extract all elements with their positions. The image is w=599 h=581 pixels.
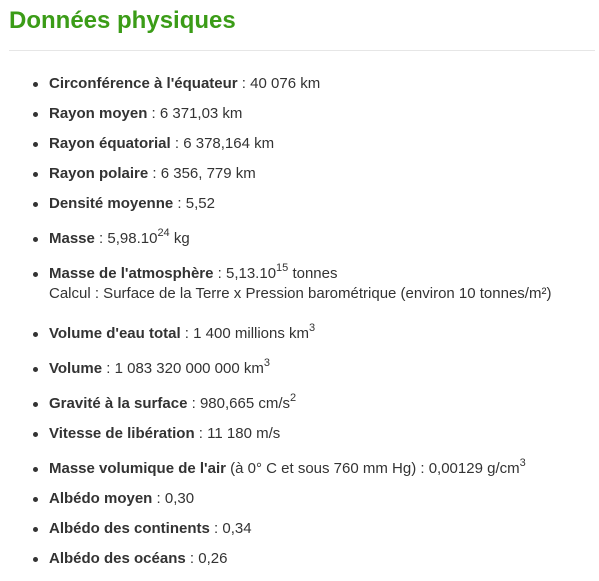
item-unit: kg — [169, 230, 190, 247]
item-value: 40 076 km — [250, 75, 321, 92]
bullet-icon — [33, 557, 38, 562]
item-value: 1 400 millions km — [193, 325, 310, 342]
item-note: Calcul : Surface de la Terre x Pression barométrique (environ 10 tonnes/m²) — [49, 285, 552, 302]
item-label: Circonférence à l'équateur — [49, 75, 238, 92]
item-label: Albédo des continents — [49, 520, 210, 537]
item-label: Gravité à la surface — [49, 395, 188, 412]
item-separator: : — [185, 550, 199, 567]
bullet-icon — [33, 82, 38, 87]
section-heading: Données physiques — [9, 7, 236, 34]
item-value: 0,30 — [164, 490, 195, 507]
item-label: Densité moyenne — [49, 195, 174, 212]
item-value: (à 0° C et sous 760 mm Hg) : 0,00129 g/cm — [230, 460, 520, 477]
bullet-icon — [33, 142, 38, 147]
item-label: Vitesse de libération — [49, 425, 195, 442]
item-separator: : — [102, 360, 115, 377]
item-value: 11 180 m/s — [207, 425, 281, 442]
bullet-icon — [33, 172, 38, 177]
item-value: 6 371,03 km — [159, 105, 243, 122]
bullet-icon — [33, 272, 38, 277]
item-separator: : — [173, 195, 186, 212]
bullet-icon — [33, 367, 38, 372]
item-separator: : — [237, 75, 251, 92]
item-exponent: 15 — [276, 262, 289, 274]
item-separator: : — [94, 230, 108, 247]
item-value: 5,52 — [185, 195, 215, 212]
item-separator: : — [170, 135, 184, 152]
item-value: 980,665 cm/s — [199, 395, 290, 412]
bullet-icon — [33, 467, 38, 472]
item-value: 0,34 — [222, 520, 252, 537]
bullet-icon — [33, 527, 38, 532]
item-label: Masse — [49, 230, 95, 247]
item-unit: tonnes — [288, 265, 338, 282]
item-separator: : — [147, 105, 160, 122]
item-label: Rayon moyen — [49, 105, 148, 122]
item-exponent: 3 — [519, 457, 526, 469]
item-exponent: 3 — [309, 322, 316, 334]
item-value: 1 083 320 000 000 km — [114, 360, 264, 377]
item-separator: : — [180, 325, 194, 342]
item-separator: : — [194, 425, 208, 442]
item-value: 5,98.10 — [107, 230, 158, 247]
item-value: 6 356, 779 km — [160, 165, 256, 182]
item-value: 6 378,164 km — [183, 135, 275, 152]
item-separator: : — [148, 165, 161, 182]
item-label: Volume d'eau total — [49, 325, 181, 342]
bullet-icon — [33, 112, 38, 117]
item-label: Volume — [49, 360, 103, 377]
item-label: Albédo moyen — [49, 490, 153, 507]
item-label: Masse volumique de l'air — [49, 460, 226, 477]
item-label: Rayon équatorial — [49, 135, 171, 152]
item-separator: : — [213, 265, 226, 282]
item-separator: : — [152, 490, 165, 507]
bullet-icon — [33, 497, 38, 502]
bullet-icon — [33, 332, 38, 337]
item-exponent: 3 — [263, 357, 271, 369]
item-value: 0,26 — [198, 550, 228, 567]
item-label: Masse de l'atmosphère — [49, 265, 214, 282]
item-label: Rayon polaire — [49, 165, 149, 182]
heading-divider — [9, 50, 595, 51]
item-exponent: 2 — [290, 392, 297, 404]
item-value: 5,13.10 — [225, 265, 277, 282]
item-exponent: 24 — [157, 227, 170, 239]
bullet-icon — [33, 202, 38, 207]
item-separator: : — [187, 395, 200, 412]
bullet-icon — [33, 237, 38, 242]
bullet-icon — [33, 402, 38, 407]
bullet-icon — [33, 432, 38, 437]
item-separator: : — [209, 520, 223, 537]
item-label: Albédo des océans — [49, 550, 186, 567]
